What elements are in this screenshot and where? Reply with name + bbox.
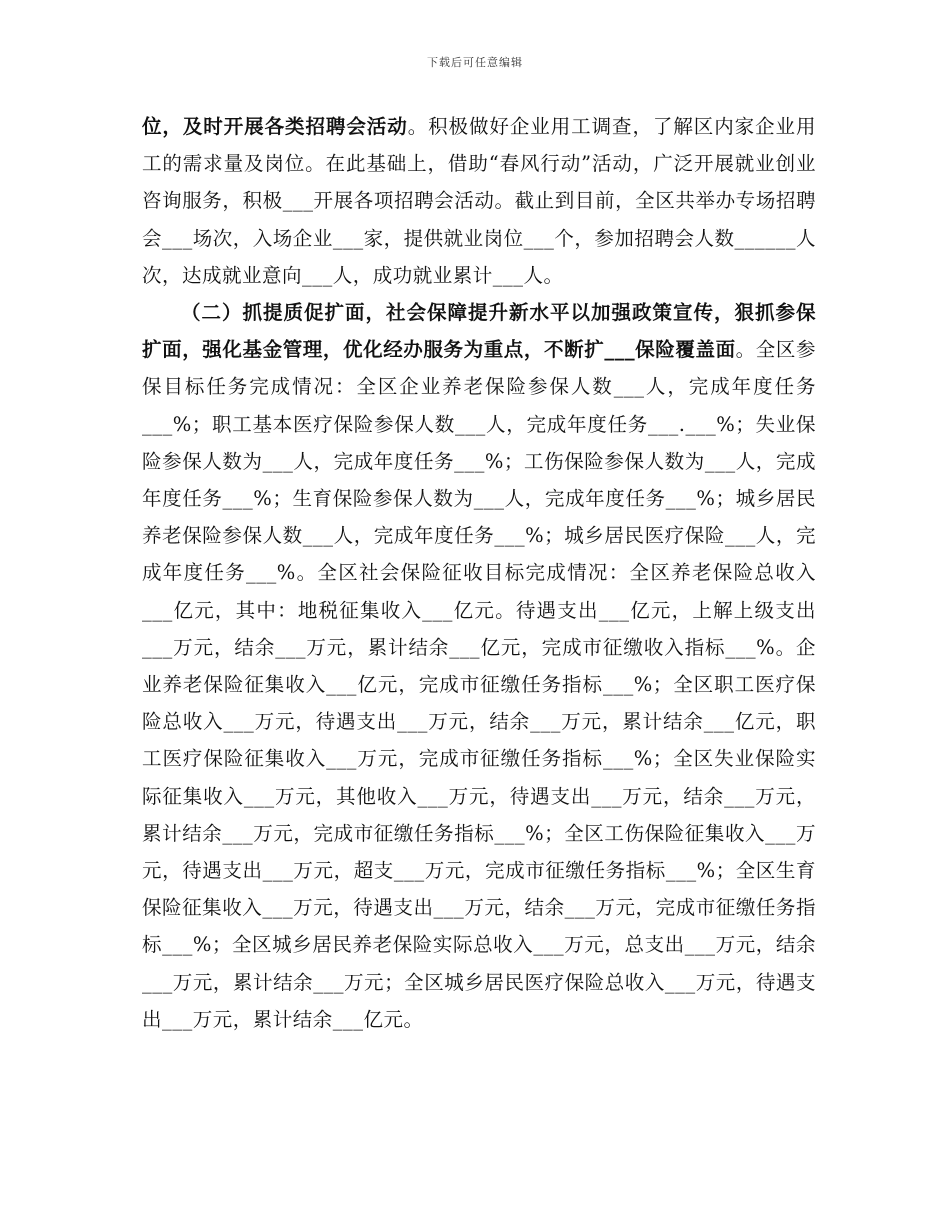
paragraph-recruitment (142, 108, 816, 294)
paragraph-text: 。积极做好企业用工调查，了解区内家企业用工的需求量及岗位。在此基础上，借助“春风行动”活动，广泛开展就业创业咨询服务，积极___开展各项招聘会活动。截止到目前，全区共举办专场招聘会___场次，入场企业___家，提供就业岗位___个，参加招聘会人数______人次，达成就业意向___人，成功就业累计___人。 (142, 115, 816, 287)
section-heading-bold: （二）抓提质促扩面，社会保障提升新水平以加强政策宣传，狠抓参保扩面，强化基金管理，优化经办服务为重点，不断扩___保险覆盖面 (142, 301, 816, 362)
paragraph-text: 。全区参保目标任务完成情况：全区企业养老保险参保人数___人，完成年度任务___%；职工基本医疗保险参保人数___人，完成年度任务___.___%；失业保险参保人数为___人，完成年度任务___%；工伤保险参保人数为___人，完成年度任务___%；生育保险参保人数为___人，完成年度任务___%；城乡居民养老保险参保人数___人，完成年度任务___%；城乡居民医疗保险___人，完成年度任务___%。全区社会保险征收目标完成情况：全区养老保险总收入___亿元，其中：地税征集收入___亿元。待遇支出___亿元，上解上级支出___万元，结余___万元，累计结余___亿元，完成市征缴收入指标___%。企业养老保险征集收入___亿元，完成市征缴任务指标___%；全区职工医疗保险总收入___万元，待遇支出___万元，结余___万元，累计结余___亿元，职工医疗保险征集收入___万元，完成市征缴任务指标___%；全区失业保险实际征集收入___万元，其他收入___万元，待遇支出___万元，结余___万元，累计结余___万元，完成市征缴任务指标___%；全区工伤保险征集收入___万元，待遇支出___万元，超支___万元，完成市征缴任务指标___%；全区生育保险征集收入___万元，待遇支出___万元，结余___万元，完成市征缴任务指标___%；全区城乡居民养老保险实际总收入___万元，总支出___万元，结余___万元，累计结余___万元；全区城乡居民医疗保险总收入___万元，待遇支出___万元，累计结余___亿元。 (142, 338, 816, 1031)
page-header: 下载后可任意编辑 (427, 56, 523, 69)
paragraph-social-security (142, 294, 816, 1038)
paragraph-lead-bold: 位，及时开展各类招聘会活动 (142, 115, 408, 138)
document-body (142, 108, 816, 1038)
